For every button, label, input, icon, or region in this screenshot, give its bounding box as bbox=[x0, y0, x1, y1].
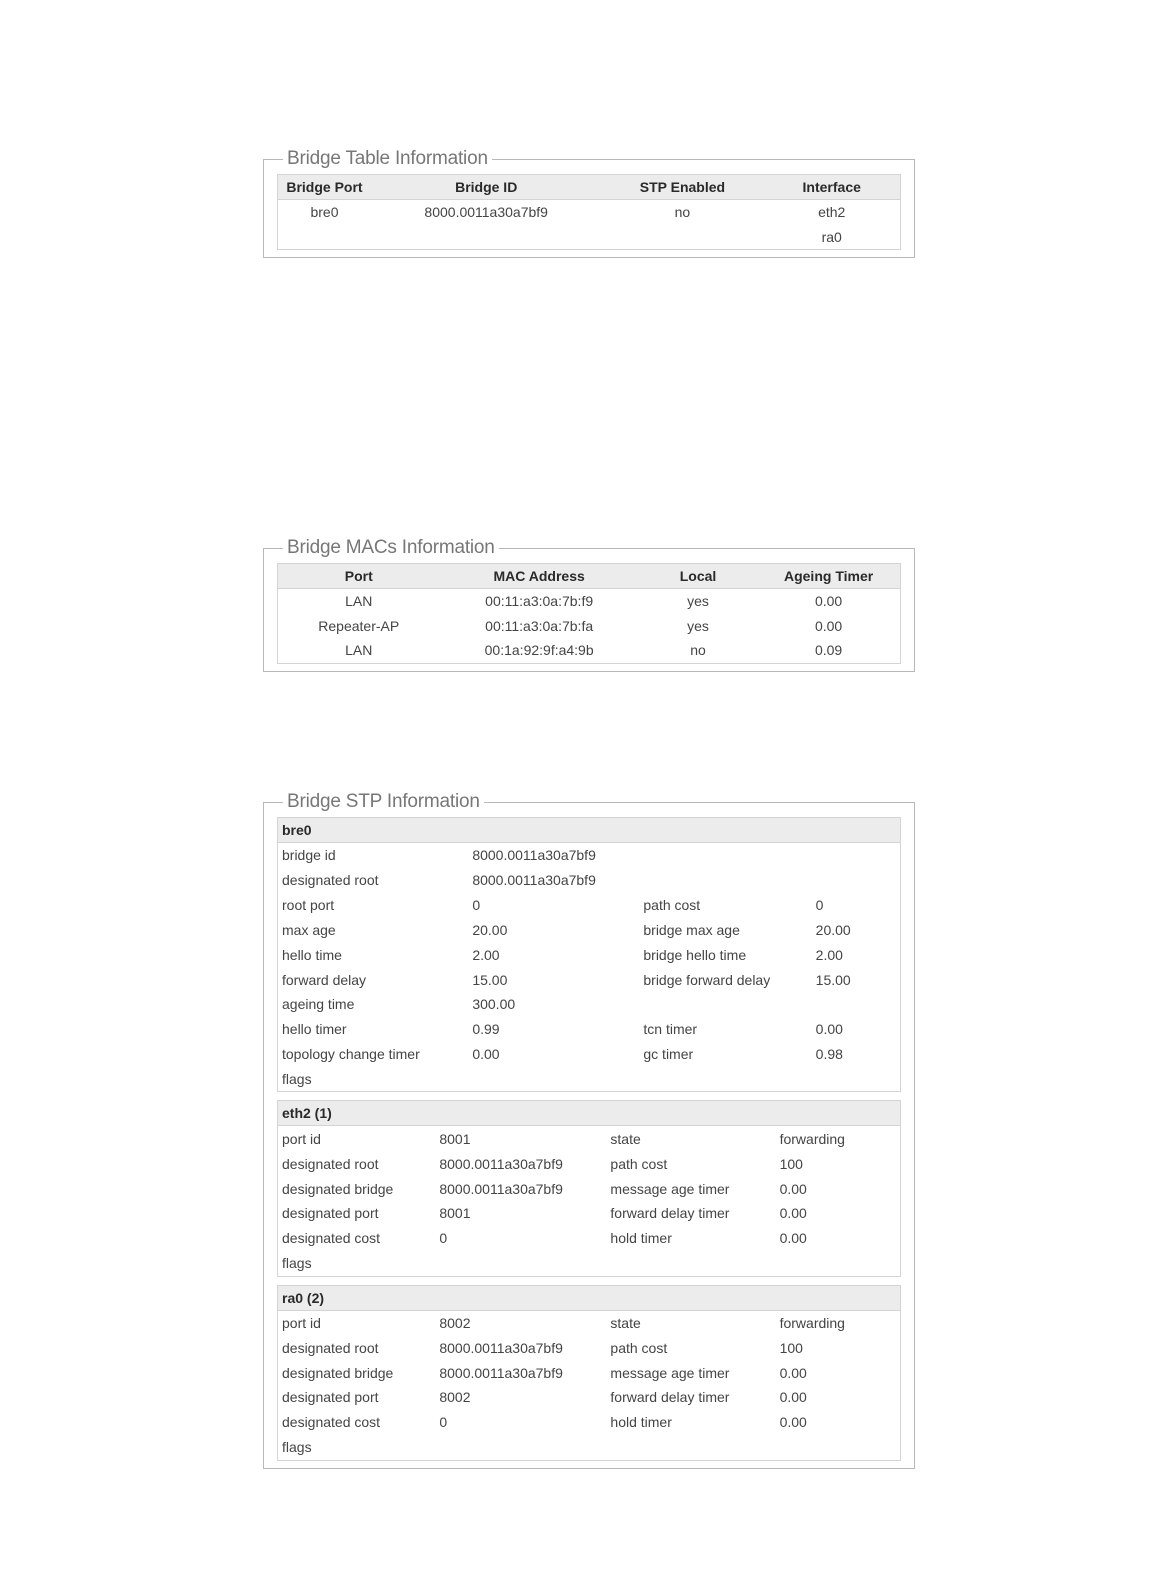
stp-param-value-right bbox=[812, 992, 900, 1017]
bridge-stp-panel bbox=[263, 791, 915, 1469]
stp-param-name-right: tcn timer bbox=[643, 1021, 698, 1038]
table-row bbox=[278, 200, 901, 225]
cell-bridge-id bbox=[371, 225, 602, 250]
table-row bbox=[278, 1385, 900, 1410]
bridge-table-title: Bridge Table Information bbox=[287, 148, 488, 169]
bridge-table-panel bbox=[263, 148, 915, 258]
stp-param-value-right: 0.00 bbox=[779, 1414, 807, 1431]
column-header-port: Port bbox=[278, 564, 440, 589]
stp-param-name-right bbox=[606, 1435, 775, 1460]
table-row bbox=[278, 1335, 900, 1360]
stp-param-value bbox=[435, 1251, 606, 1276]
bridge-table bbox=[277, 174, 901, 250]
stp-param-name: designated bridge bbox=[282, 1364, 394, 1381]
bridge-macs-title: Bridge MACs Information bbox=[287, 537, 495, 558]
stp-param-name-right: path cost bbox=[610, 1339, 668, 1356]
cell-ageing-timer: 0.09 bbox=[814, 642, 843, 659]
table-row bbox=[278, 1201, 900, 1226]
stp-param-value-right: 0 bbox=[815, 897, 824, 914]
table-row bbox=[278, 1176, 900, 1201]
stp-param-name-right: path cost bbox=[610, 1155, 668, 1172]
stp-param-value: 0 bbox=[439, 1230, 448, 1247]
stp-section-title: eth2 (1) bbox=[278, 1101, 900, 1126]
column-header-stp-enabled: STP Enabled bbox=[601, 175, 763, 200]
column-header-interface: Interface bbox=[763, 175, 900, 200]
stp-param-value: 0.99 bbox=[472, 1021, 500, 1038]
stp-param-value-right: 0.00 bbox=[779, 1205, 807, 1222]
stp-param-name: hello time bbox=[282, 946, 342, 963]
stp-param-value-right bbox=[812, 843, 900, 868]
bridge-stp-title: Bridge STP Information bbox=[287, 791, 480, 812]
cell-port: Repeater-AP bbox=[318, 617, 400, 634]
cell-bridge-port: bre0 bbox=[310, 204, 339, 221]
stp-param-name-right: state bbox=[610, 1130, 641, 1147]
cell-ageing-timer: 0.00 bbox=[814, 617, 843, 634]
stp-param-name: forward delay bbox=[282, 971, 367, 988]
stp-param-value-right: 0.00 bbox=[815, 1021, 843, 1038]
table-row bbox=[278, 1017, 900, 1042]
stp-param-name: designated root bbox=[282, 1339, 379, 1356]
cell-interface: eth2 bbox=[818, 204, 846, 221]
stp-param-name: designated root bbox=[282, 872, 379, 889]
stp-param-value bbox=[435, 1435, 606, 1460]
stp-param-name-right: message age timer bbox=[610, 1364, 730, 1381]
table-row bbox=[278, 1067, 900, 1092]
stp-param-name: port id bbox=[282, 1314, 321, 1331]
stp-param-name: designated port bbox=[282, 1205, 379, 1222]
stp-param-name-right: forward delay timer bbox=[610, 1389, 730, 1406]
stp-param-name-right bbox=[606, 1251, 775, 1276]
table-row bbox=[278, 967, 900, 992]
column-header-local: Local bbox=[639, 564, 757, 589]
cell-mac-address: 00:11:a3:0a:7b:f9 bbox=[485, 593, 594, 610]
table-row bbox=[278, 868, 900, 893]
stp-param-value-right bbox=[776, 1435, 900, 1460]
stp-param-value-right: 15.00 bbox=[815, 971, 851, 988]
column-header-bridge-id: Bridge ID bbox=[371, 175, 602, 200]
stp-param-value: 8002 bbox=[439, 1389, 471, 1406]
stp-param-name-right: forward delay timer bbox=[610, 1205, 730, 1222]
stp-param-value: 20.00 bbox=[472, 921, 508, 938]
stp-param-value: 8001 bbox=[439, 1130, 471, 1147]
stp-param-name-right: hold timer bbox=[610, 1414, 672, 1431]
stp-section bbox=[277, 817, 901, 1092]
stp-param-value: 8001 bbox=[439, 1205, 471, 1222]
bridge-macs-panel bbox=[263, 537, 915, 672]
bridge-table-header-row bbox=[278, 175, 901, 200]
stp-param-name: topology change timer bbox=[282, 1046, 420, 1063]
stp-param-value-right: 0.98 bbox=[815, 1046, 843, 1063]
column-header-ageing-timer: Ageing Timer bbox=[757, 564, 900, 589]
cell-local: yes bbox=[687, 617, 709, 634]
stp-param-name-right: path cost bbox=[643, 897, 701, 914]
cell-port: LAN bbox=[345, 593, 373, 610]
stp-param-value-right: 2.00 bbox=[815, 946, 843, 963]
cell-stp-enabled: no bbox=[674, 204, 691, 221]
stp-section-title: ra0 (2) bbox=[278, 1286, 900, 1311]
stp-param-name: designated port bbox=[282, 1389, 379, 1406]
stp-param-name: designated bridge bbox=[282, 1180, 394, 1197]
stp-param-name: port id bbox=[282, 1130, 321, 1147]
stp-param-value: 0.00 bbox=[472, 1046, 500, 1063]
stp-param-name-right: bridge max age bbox=[643, 921, 740, 938]
table-row bbox=[278, 1410, 900, 1435]
stp-param-value: 0 bbox=[439, 1414, 448, 1431]
cell-mac-address: 00:11:a3:0a:7b:fa bbox=[485, 617, 594, 634]
stp-param-value-right: 0.00 bbox=[779, 1364, 807, 1381]
stp-param-value: 8000.0011a30a7bf9 bbox=[439, 1180, 563, 1197]
stp-param-name: ageing time bbox=[282, 996, 355, 1013]
stp-sections bbox=[277, 817, 901, 1461]
stp-param-value: 8000.0011a30a7bf9 bbox=[439, 1364, 563, 1381]
column-header-bridge-port: Bridge Port bbox=[278, 175, 371, 200]
cell-mac-address: 00:1a:92:9f:a4:9b bbox=[484, 642, 594, 659]
stp-param-name: designated cost bbox=[282, 1414, 381, 1431]
stp-param-name: designated cost bbox=[282, 1230, 381, 1247]
stp-section bbox=[277, 1100, 901, 1276]
stp-param-name: hello timer bbox=[282, 1021, 347, 1038]
cell-bridge-id: 8000.0011a30a7bf9 bbox=[424, 204, 548, 221]
stp-param-name-right: bridge forward delay bbox=[643, 971, 771, 988]
stp-param-name-right: message age timer bbox=[610, 1180, 730, 1197]
stp-param-value: 8000.0011a30a7bf9 bbox=[472, 872, 596, 889]
stp-param-value-right: 20.00 bbox=[815, 921, 851, 938]
stp-param-name: root port bbox=[282, 897, 335, 914]
stp-section bbox=[277, 1285, 901, 1461]
table-row bbox=[278, 942, 900, 967]
table-row bbox=[278, 1311, 900, 1336]
stp-param-value-right: forwarding bbox=[779, 1130, 845, 1147]
table-row bbox=[278, 1360, 900, 1385]
bridge-macs-header-row bbox=[278, 564, 901, 589]
table-row bbox=[278, 614, 901, 639]
cell-local: yes bbox=[687, 593, 709, 610]
column-header-mac-address: MAC Address bbox=[439, 564, 638, 589]
stp-param-name: flags bbox=[282, 1439, 312, 1456]
stp-param-value-right: 0.00 bbox=[779, 1180, 807, 1197]
table-row bbox=[278, 992, 900, 1017]
stp-param-value bbox=[468, 1067, 639, 1092]
table-row bbox=[278, 1042, 900, 1067]
stp-param-value: 0 bbox=[472, 897, 481, 914]
stp-param-name-right bbox=[639, 868, 811, 893]
stp-param-name: flags bbox=[282, 1071, 312, 1088]
cell-ageing-timer: 0.00 bbox=[814, 593, 843, 610]
stp-param-value-right bbox=[812, 1067, 900, 1092]
cell-interface: ra0 bbox=[821, 228, 842, 245]
table-row bbox=[278, 843, 900, 868]
stp-param-value: 8000.0011a30a7bf9 bbox=[439, 1339, 563, 1356]
cell-port: LAN bbox=[345, 642, 373, 659]
cell-bridge-port bbox=[278, 225, 371, 250]
table-row bbox=[278, 1251, 900, 1276]
stp-param-value-right: 0.00 bbox=[779, 1230, 807, 1247]
stp-param-name: max age bbox=[282, 921, 336, 938]
stp-param-name: flags bbox=[282, 1255, 312, 1272]
stp-param-value: 8002 bbox=[439, 1314, 471, 1331]
table-row bbox=[278, 1226, 900, 1251]
table-row bbox=[278, 893, 900, 918]
stp-param-value-right: 0.00 bbox=[779, 1389, 807, 1406]
cell-stp-enabled bbox=[601, 225, 763, 250]
table-row bbox=[278, 918, 900, 943]
stp-param-name-right bbox=[639, 1067, 811, 1092]
stp-param-value: 8000.0011a30a7bf9 bbox=[472, 847, 596, 864]
table-row bbox=[278, 638, 901, 663]
stp-section-title: bre0 bbox=[278, 818, 900, 843]
stp-param-value-right: 100 bbox=[779, 1155, 803, 1172]
bridge-macs-table bbox=[277, 563, 901, 664]
stp-section-table bbox=[278, 1311, 900, 1460]
stp-param-value-right: forwarding bbox=[779, 1314, 845, 1331]
table-row bbox=[278, 1126, 900, 1151]
stp-param-name: bridge id bbox=[282, 847, 336, 864]
stp-param-name-right: gc timer bbox=[643, 1046, 694, 1063]
stp-param-value-right bbox=[776, 1251, 900, 1276]
stp-param-name-right bbox=[639, 843, 811, 868]
stp-param-value-right bbox=[812, 868, 900, 893]
stp-param-name: designated root bbox=[282, 1155, 379, 1172]
stp-section-table bbox=[278, 1126, 900, 1275]
stp-param-value: 8000.0011a30a7bf9 bbox=[439, 1155, 563, 1172]
stp-param-value: 2.00 bbox=[472, 946, 500, 963]
stp-param-value: 300.00 bbox=[472, 996, 516, 1013]
stp-param-name-right: hold timer bbox=[610, 1230, 672, 1247]
table-row bbox=[278, 1435, 900, 1460]
stp-param-name-right: bridge hello time bbox=[643, 946, 747, 963]
table-row bbox=[278, 1151, 900, 1176]
stp-param-value-right: 100 bbox=[779, 1339, 803, 1356]
stp-param-name-right bbox=[639, 992, 811, 1017]
stp-param-name-right: state bbox=[610, 1314, 641, 1331]
table-row bbox=[278, 589, 901, 614]
cell-local: no bbox=[690, 642, 706, 659]
stp-section-table bbox=[278, 843, 900, 1091]
table-row bbox=[278, 225, 901, 250]
stp-param-value: 15.00 bbox=[472, 971, 508, 988]
